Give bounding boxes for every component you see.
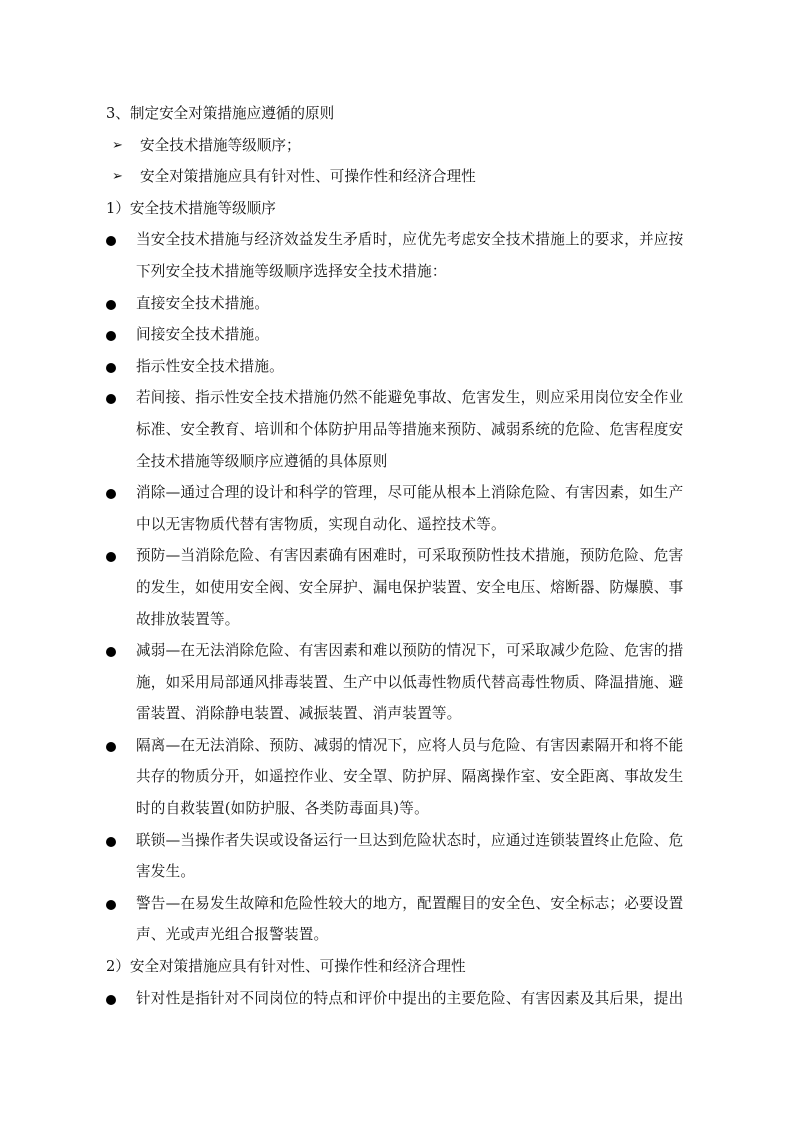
- bullet-text-line: 指示性安全技术措施。: [136, 357, 284, 375]
- bullet-text-line: 害发生。: [136, 863, 196, 881]
- bullet-text-line: 消除—通过合理的设计和科学的管理，尽可能从根本上消除危险、有害因素，如生产: [136, 484, 684, 502]
- bullet-list-item: [106, 888, 714, 951]
- bullet-text-line: 警告—在易发生故障和危险性较大的地方，配置醒目的安全色、安全标志；必要设置: [136, 894, 684, 912]
- bullet-text-line: 全技术措施等级顺序应遵循的具体原则: [136, 452, 388, 470]
- arrow-item-text: 安全对策措施应具有针对性、可操作性和经济合理性: [140, 168, 476, 186]
- bullet-dot-icon: [106, 647, 116, 657]
- bullet-list-item: [106, 825, 714, 888]
- bullet-list-item: [106, 635, 714, 730]
- bullet-dot-icon: [106, 331, 116, 341]
- arrow-item-text: 安全技术措施等级顺序；: [140, 136, 301, 154]
- bullet-dot-icon: [106, 742, 116, 752]
- section-heading: 3、制定安全对策措施应遵循的原则: [106, 105, 335, 122]
- bullet-list-item: [106, 477, 714, 540]
- bullet-dot-icon: [106, 300, 116, 310]
- subsection-heading-1: 1）安全技术措施等级顺序: [106, 199, 276, 217]
- bullet-text-line: 共存的物质分开，如遥控作业、安全罩、防护屏、隔离操作室、安全距离、事故发生: [136, 768, 684, 786]
- bullet-text-line: 雷装置、消除静电装置、减振装置、消声装置等。: [136, 705, 462, 723]
- bullet-dot-icon: [106, 489, 116, 499]
- bullet-dot-icon: [106, 236, 116, 246]
- bullet-text-line: 隔离—在无法消除、预防、减弱的情况下，应将人员与危险、有害因素隔开和将不能: [136, 736, 684, 754]
- bullet-list-item: [106, 319, 714, 351]
- bullet-text-line: 减弱—在无法消除危险、有害因素和难以预防的情况下，可采取减少危险、危害的措: [136, 642, 684, 660]
- bullet-list-item: [106, 224, 714, 287]
- bullet-text-line: 故排放装置等。: [136, 610, 240, 628]
- bullet-text-line: 标准、安全教育、培训和个体防护用品等措施来预防、减弱系统的危险、危害程度安: [136, 420, 684, 438]
- bullet-list-item: [106, 983, 714, 1015]
- bullet-dot-icon: [106, 900, 116, 910]
- bullet-text-line: 间接安全技术措施。: [136, 326, 270, 344]
- bullet-text-line: 针对性是指针对不同岗位的特点和评价中提出的主要危险、有害因素及其后果，提出: [136, 989, 684, 1007]
- bullet-text-line: 下列安全技术措施等级顺序选择安全技术措施：: [136, 262, 447, 280]
- bullet-dot-icon: [106, 995, 116, 1005]
- bullet-dot-icon: [106, 363, 116, 373]
- arrow-list-item: [106, 130, 714, 162]
- bullet-text-line: 的发生，如使用安全阀、安全屏护、漏电保护装置、安全电压、熔断器、防爆膜、事: [136, 578, 684, 596]
- bullet-list-item: [106, 288, 714, 320]
- arrow-bullet-icon: ➢: [112, 137, 123, 153]
- bullet-list-item: [106, 730, 714, 825]
- bullet-dot-icon: [106, 552, 116, 562]
- bullet-text-line: 预防—当消除危险、有害因素确有困难时，可采取预防性技术措施，预防危险、危害: [136, 547, 684, 565]
- bullet-list-item: [106, 351, 714, 383]
- bullet-text-line: 当安全技术措施与经济效益发生矛盾时，应优先考虑安全技术措施上的要求，并应按: [136, 231, 684, 249]
- bullet-list-item: [106, 382, 714, 477]
- bullet-text-line: 直接安全技术措施。: [136, 294, 270, 312]
- subsection-heading-2: 2）安全对策措施应具有针对性、可操作性和经济合理性: [106, 958, 466, 976]
- bullet-text-line: 若间接、指示性安全技术措施仍然不能避免事故、危害发生，则应采用岗位安全作业: [136, 389, 684, 407]
- bullet-list-item: [106, 540, 714, 635]
- bullet-text-line: 声、光或声光组合报警装置。: [136, 926, 329, 944]
- bullet-text-line: 时的自救装置(如防护服、各类防毒面具)等。: [136, 800, 429, 818]
- arrow-bullet-icon: ➢: [112, 169, 123, 185]
- document-content: [106, 98, 714, 1014]
- bullet-text-line: 施，如采用局部通风排毒装置、生产中以低毒性物质代替高毒性物质、降温措施、避: [136, 673, 684, 691]
- bullet-dot-icon: [106, 837, 116, 847]
- bullet-dot-icon: [106, 394, 116, 404]
- bullet-text-line: 中以无害物质代替有害物质，实现自动化、遥控技术等。: [136, 515, 506, 533]
- bullet-text-line: 联锁—当操作者失误或设备运行一旦达到危险状态时，应通过连锁装置终止危险、危: [136, 831, 684, 849]
- arrow-list-item: [106, 161, 714, 193]
